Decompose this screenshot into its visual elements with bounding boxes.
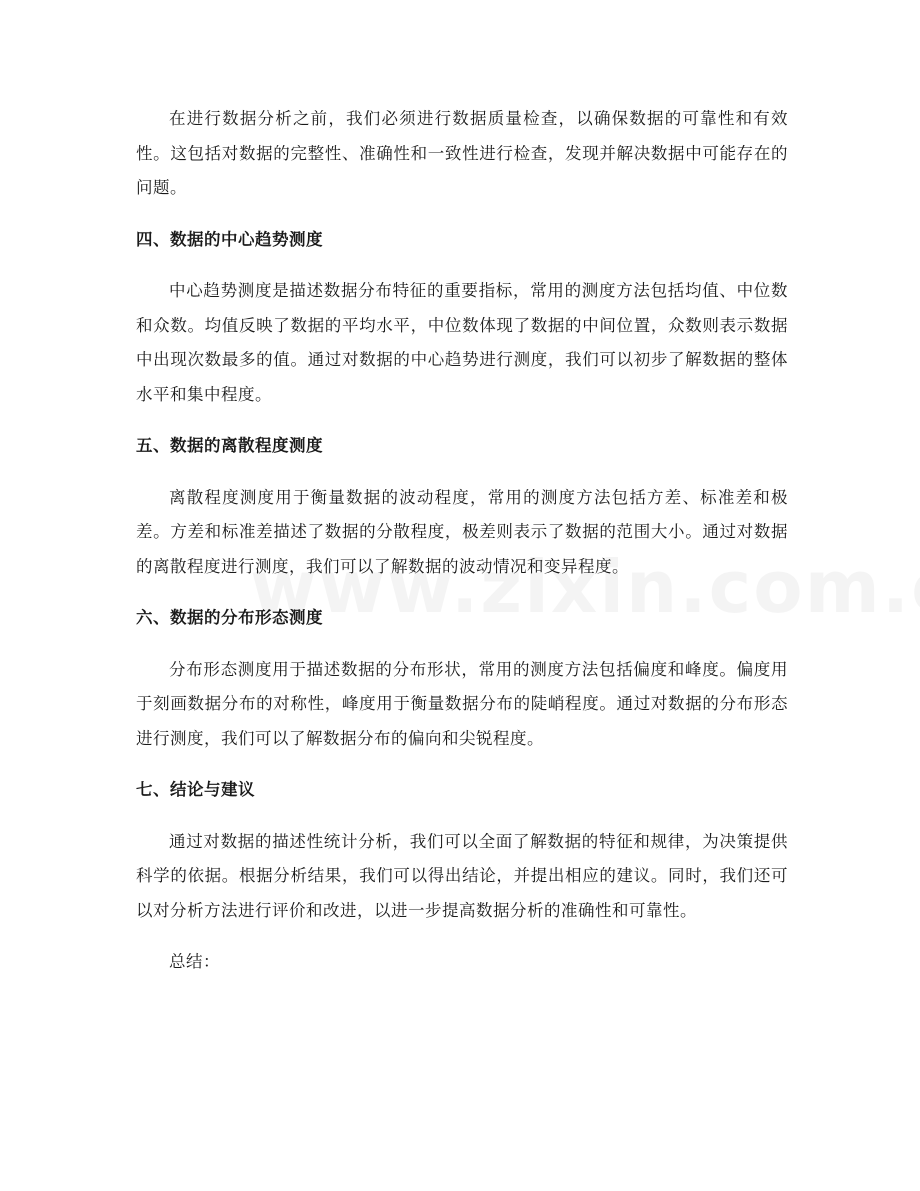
heading-dispersion: 五、数据的离散程度测度: [136, 436, 323, 455]
summary-label: 总结：: [169, 952, 220, 971]
heading-distribution-shape: 六、数据的分布形态测度: [136, 608, 323, 627]
paragraph-data-quality: 在进行数据分析之前，我们必须进行数据质量检查，以确保数据的可靠性和有效性。这包括对数据的完整性、准确性和一致性进行检查，发现并解决数据中可能存在的问题。: [136, 109, 788, 197]
paragraph-central-tendency: 中心趋势测度是描述数据分布特征的重要指标，常用的测度方法包括均值、中位数和众数。均值反映了数据的平均水平，中位数体现了数据的中间位置，众数则表示数据中出现次数最多的值。通过对数据的中心趋势进行测度，我们可以初步了解数据的整体水平和集中程度。: [136, 281, 788, 404]
paragraph-dispersion: 离散程度测度用于衡量数据的波动程度，常用的测度方法包括方差、标准差和极差。方差和标准差描述了数据的分散程度，极差则表示了数据的范围大小。通过对数据的离散程度进行测度，我们可以了解数据的波动情况和变异程度。: [136, 487, 788, 576]
heading-conclusion: 七、结论与建议: [136, 780, 255, 799]
document-body: [136, 102, 788, 980]
heading-central-tendency: 四、数据的中心趋势测度: [136, 229, 323, 249]
paragraph-distribution-shape: 分布形态测度用于描述数据的分布形状，常用的测度方法包括偏度和峰度。偏度用于刻画数据分布的对称性，峰度用于衡量数据分布的陡峭程度。通过对数据的分布形态进行测度，我们可以了解数据分布的偏向和尖锐程度。: [136, 659, 788, 748]
paragraph-conclusion: 通过对数据的描述性统计分析，我们可以全面了解数据的特征和规律，为决策提供科学的依据。根据分析结果，我们可以得出结论，并提出相应的建议。同时，我们还可以对分析方法进行评价和改进，以进一步提高数据分析的准确性和可靠性。: [136, 831, 788, 920]
